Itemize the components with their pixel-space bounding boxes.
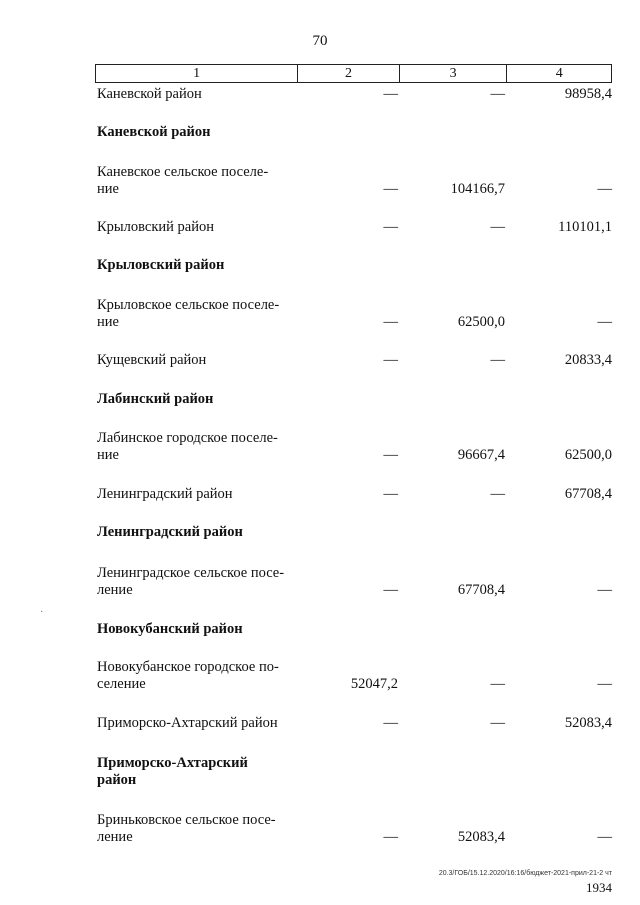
cell-column-3: — (490, 715, 505, 731)
footer-document-code: 20.3/ГОБ/15.12.2020/16:16/бюджет-2021-прил-21-2 чт (438, 870, 612, 877)
row-label: Бриньковское сельское посе- ление (97, 812, 276, 845)
row-label: Ленинградский район (97, 486, 233, 502)
table-row (0, 565, 640, 599)
cell-column-2: — (383, 314, 398, 330)
table-row (0, 164, 640, 198)
row-label: Новокубанское городское по- селение (97, 659, 279, 692)
column-number-1: 1 (193, 65, 201, 81)
row-label: Крыловское сельское поселе- ние (97, 297, 280, 330)
row-label: Крыловский район (97, 257, 225, 273)
cell-column-3: 67708,4 (457, 582, 505, 598)
column-number-3: 3 (399, 65, 507, 82)
cell-column-3: — (490, 86, 505, 102)
page-number: 70 (312, 33, 328, 49)
table-section-heading (0, 257, 640, 274)
cell-column-4: — (597, 314, 612, 330)
table-row (0, 659, 640, 693)
cell-column-3: — (490, 486, 505, 502)
cell-column-2: — (383, 829, 398, 845)
cell-column-2: — (383, 181, 398, 197)
table-row (0, 86, 640, 103)
table-row (0, 715, 640, 732)
cell-column-3: 104166,7 (450, 181, 505, 197)
cell-column-2: — (383, 86, 398, 102)
cell-column-4: 67708,4 (564, 486, 612, 502)
row-label: Крыловский район (97, 219, 214, 235)
cell-column-2: — (383, 582, 398, 598)
table-section-heading (0, 621, 640, 638)
cell-column-4: — (597, 676, 612, 692)
scan-mark: · (40, 607, 44, 618)
row-label: Новокубанский район (97, 621, 243, 637)
column-number-4: 4 (506, 65, 611, 82)
table-section-heading (0, 391, 640, 408)
sheet-number: 1934 (586, 880, 612, 895)
row-label: Ленинградское сельское посе- ление (97, 565, 285, 598)
table-row (0, 352, 640, 369)
table-section-heading (0, 124, 640, 141)
table-section-heading (0, 755, 640, 789)
cell-column-4: 52083,4 (564, 715, 612, 731)
cell-column-4: 98958,4 (564, 86, 612, 102)
cell-column-2: — (383, 486, 398, 502)
cell-column-2: — (383, 447, 398, 463)
table-row (0, 219, 640, 236)
cell-column-2: — (383, 352, 398, 368)
cell-column-2: — (383, 715, 398, 731)
column-number-2: 2 (297, 65, 399, 82)
cell-column-3: 62500,0 (457, 314, 505, 330)
cell-column-4: — (597, 582, 612, 598)
cell-column-3: — (490, 352, 505, 368)
row-label: Каневской район (97, 86, 202, 102)
cell-column-4: 62500,0 (564, 447, 612, 463)
table-row (0, 297, 640, 331)
cell-column-3: 96667,4 (457, 447, 505, 463)
table-row (0, 812, 640, 846)
row-label: Приморско-Ахтарский район (97, 715, 278, 731)
row-label: Приморско-Ахтарский район (97, 755, 248, 788)
cell-column-2: 52047,2 (350, 676, 398, 692)
cell-column-3: 52083,4 (457, 829, 505, 845)
row-label: Ленинградский район (97, 524, 243, 540)
cell-column-4: 110101,1 (558, 219, 612, 235)
row-label: Кущевский район (97, 352, 207, 368)
cell-column-3: — (490, 676, 505, 692)
cell-column-3: — (490, 219, 505, 235)
row-label: Лабинский район (97, 391, 214, 407)
cell-column-4: 20833,4 (564, 352, 612, 368)
table-section-heading (0, 524, 640, 541)
row-label: Каневское сельское поселе- ние (97, 164, 269, 197)
cell-column-4: — (597, 181, 612, 197)
table-row (0, 430, 640, 464)
cell-column-4: — (597, 829, 612, 845)
row-label: Лабинское городское поселе- ние (97, 430, 278, 463)
cell-column-2: — (383, 219, 398, 235)
table-row (0, 486, 640, 503)
row-label: Каневской район (97, 124, 211, 140)
